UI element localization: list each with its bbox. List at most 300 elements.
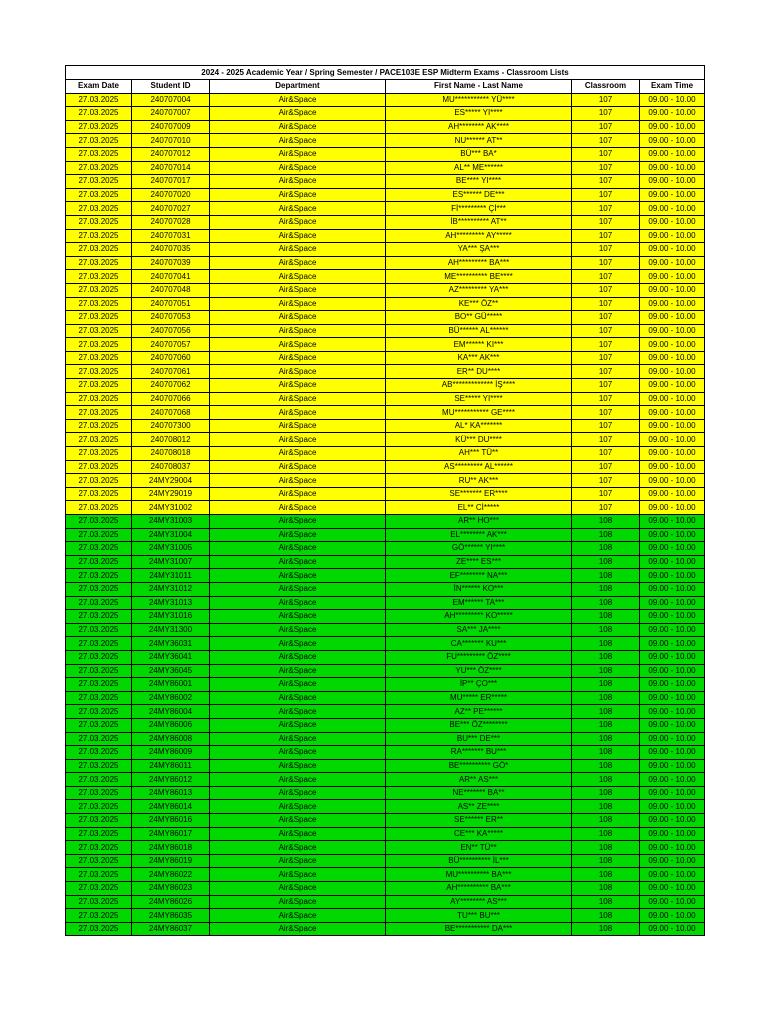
department-cell: Air&Space [210,134,386,148]
classroom-cell: 108 [572,555,640,569]
table-row [66,664,705,678]
header-student-id: Student ID [132,80,210,94]
name-cell: İN****** KO*** [386,582,572,596]
student-id-cell: 24MY86001 [132,678,210,692]
classroom-cell: 107 [572,487,640,501]
exam-time-cell: 09.00 - 10.00 [640,460,705,474]
classroom-cell: 107 [572,297,640,311]
exam-time-cell: 09.00 - 10.00 [640,718,705,732]
table-row [66,746,705,760]
exam-time-cell: 09.00 - 10.00 [640,107,705,121]
exam-time-cell: 09.00 - 10.00 [640,433,705,447]
table-row [66,528,705,542]
exam-time-cell: 09.00 - 10.00 [640,419,705,433]
header-department: Department [210,80,386,94]
table-body [66,93,705,936]
exam-date-cell: 27.03.2025 [66,215,132,229]
exam-date-cell: 27.03.2025 [66,814,132,828]
header-name: First Name - Last Name [386,80,572,94]
table-row [66,460,705,474]
student-id-cell: 24MY31004 [132,528,210,542]
table-row [66,718,705,732]
classroom-cell: 108 [572,569,640,583]
department-cell: Air&Space [210,215,386,229]
exam-date-cell: 27.03.2025 [66,895,132,909]
student-id-cell: 240707039 [132,256,210,270]
classroom-cell: 108 [572,528,640,542]
exam-time-cell: 09.00 - 10.00 [640,582,705,596]
classroom-cell: 107 [572,93,640,107]
student-id-cell: 240707061 [132,365,210,379]
department-cell: Air&Space [210,895,386,909]
exam-time-cell: 09.00 - 10.00 [640,786,705,800]
classroom-cell: 108 [572,610,640,624]
exam-time-cell: 09.00 - 10.00 [640,406,705,420]
table-row [66,324,705,338]
student-id-cell: 240707012 [132,147,210,161]
table-row [66,419,705,433]
table-row [66,215,705,229]
name-cell: BU*** DE*** [386,732,572,746]
exam-time-cell: 09.00 - 10.00 [640,283,705,297]
student-id-cell: 240707017 [132,175,210,189]
table-row [66,283,705,297]
name-cell: BE*** ÖZ******** [386,718,572,732]
exam-time-cell: 09.00 - 10.00 [640,705,705,719]
student-id-cell: 24MY31011 [132,569,210,583]
exam-time-cell: 09.00 - 10.00 [640,215,705,229]
table-row [66,406,705,420]
table-row [66,311,705,325]
exam-time-cell: 09.00 - 10.00 [640,379,705,393]
exam-date-cell: 27.03.2025 [66,882,132,896]
exam-time-cell: 09.00 - 10.00 [640,814,705,828]
department-cell: Air&Space [210,678,386,692]
department-cell: Air&Space [210,814,386,828]
classroom-cell: 108 [572,705,640,719]
exam-date-cell: 27.03.2025 [66,134,132,148]
student-id-cell: 240707010 [132,134,210,148]
name-cell: AH********* BA*** [386,256,572,270]
table-row [66,474,705,488]
classroom-cell: 108 [572,814,640,828]
exam-date-cell: 27.03.2025 [66,773,132,787]
exam-date-cell: 27.03.2025 [66,392,132,406]
student-id-cell: 240707066 [132,392,210,406]
header-exam-date: Exam Date [66,80,132,94]
classroom-cell: 107 [572,447,640,461]
exam-date-cell: 27.03.2025 [66,868,132,882]
student-id-cell: 240708037 [132,460,210,474]
exam-time-cell: 09.00 - 10.00 [640,542,705,556]
table-row [66,678,705,692]
exam-time-cell: 09.00 - 10.00 [640,447,705,461]
table-row [66,569,705,583]
exam-time-cell: 09.00 - 10.00 [640,759,705,773]
student-id-cell: 240707004 [132,93,210,107]
department-cell: Air&Space [210,297,386,311]
exam-date-cell: 27.03.2025 [66,691,132,705]
name-cell: BE*********** DA*** [386,922,572,936]
student-id-cell: 24MY86017 [132,827,210,841]
exam-time-cell: 09.00 - 10.00 [640,147,705,161]
exam-time-cell: 09.00 - 10.00 [640,365,705,379]
department-cell: Air&Space [210,909,386,923]
exam-date-cell: 27.03.2025 [66,528,132,542]
exam-date-cell: 27.03.2025 [66,569,132,583]
table-row [66,868,705,882]
exam-time-cell: 09.00 - 10.00 [640,243,705,257]
exam-time-cell: 09.00 - 10.00 [640,841,705,855]
classroom-cell: 107 [572,406,640,420]
classroom-cell: 107 [572,107,640,121]
classroom-cell: 108 [572,759,640,773]
table-row [66,447,705,461]
table-row [66,705,705,719]
classroom-cell: 107 [572,433,640,447]
name-cell: EM****** KI*** [386,338,572,352]
exam-date-cell: 27.03.2025 [66,311,132,325]
exam-date-cell: 27.03.2025 [66,582,132,596]
exam-date-cell: 27.03.2025 [66,786,132,800]
table-row [66,487,705,501]
header-classroom: Classroom [572,80,640,94]
name-cell: ES***** YI**** [386,107,572,121]
exam-date-cell: 27.03.2025 [66,909,132,923]
header-exam-time: Exam Time [640,80,705,94]
classroom-cell: 108 [572,664,640,678]
name-cell: AR** AS*** [386,773,572,787]
student-id-cell: 24MY31016 [132,610,210,624]
table-row [66,542,705,556]
classroom-cell: 107 [572,147,640,161]
department-cell: Air&Space [210,800,386,814]
classroom-cell: 107 [572,460,640,474]
student-id-cell: 240707056 [132,324,210,338]
student-id-cell: 24MY86008 [132,732,210,746]
name-cell: NU****** AT** [386,134,572,148]
exam-time-cell: 09.00 - 10.00 [640,175,705,189]
exam-time-cell: 09.00 - 10.00 [640,610,705,624]
department-cell: Air&Space [210,406,386,420]
table-row [66,882,705,896]
name-cell: YA*** ŞA*** [386,243,572,257]
classroom-cell: 107 [572,324,640,338]
exam-date-cell: 27.03.2025 [66,827,132,841]
department-cell: Air&Space [210,569,386,583]
table-row [66,365,705,379]
exam-date-cell: 27.03.2025 [66,447,132,461]
student-id-cell: 24MY86016 [132,814,210,828]
name-cell: AH******** AK**** [386,120,572,134]
name-cell: AB************* İŞ**** [386,379,572,393]
table-row [66,134,705,148]
department-cell: Air&Space [210,283,386,297]
name-cell: RU** AK*** [386,474,572,488]
student-id-cell: 24MY86006 [132,718,210,732]
name-cell: KÜ*** DU**** [386,433,572,447]
exam-date-cell: 27.03.2025 [66,297,132,311]
name-cell: AS** ZE**** [386,800,572,814]
name-cell: EM****** TA*** [386,596,572,610]
name-cell: RA******* BU*** [386,746,572,760]
name-cell: Fİ********* Çİ*** [386,202,572,216]
department-cell: Air&Space [210,786,386,800]
name-cell: BE**** YI**** [386,175,572,189]
name-cell: AH********* AY***** [386,229,572,243]
classroom-cell: 107 [572,188,640,202]
name-cell: AH********* KO***** [386,610,572,624]
student-id-cell: 24MY86014 [132,800,210,814]
table-row [66,501,705,515]
student-id-cell: 24MY36045 [132,664,210,678]
student-id-cell: 24MY86026 [132,895,210,909]
student-id-cell: 24MY86022 [132,868,210,882]
exam-date-cell: 27.03.2025 [66,487,132,501]
exam-date-cell: 27.03.2025 [66,188,132,202]
table-row [66,650,705,664]
name-cell: TU*** BU*** [386,909,572,923]
exam-date-cell: 27.03.2025 [66,922,132,936]
student-id-cell: 240707300 [132,419,210,433]
department-cell: Air&Space [210,650,386,664]
name-cell: KE*** ÖZ** [386,297,572,311]
table-row [66,351,705,365]
exam-time-cell: 09.00 - 10.00 [640,487,705,501]
name-cell: EF******** NA*** [386,569,572,583]
name-cell: SE****** ER** [386,814,572,828]
classroom-cell: 107 [572,474,640,488]
classroom-cell: 108 [572,637,640,651]
table-row [66,922,705,936]
exam-date-cell: 27.03.2025 [66,324,132,338]
department-cell: Air&Space [210,637,386,651]
exam-date-cell: 27.03.2025 [66,351,132,365]
name-cell: BÜ*** BA* [386,147,572,161]
student-id-cell: 240707027 [132,202,210,216]
exam-time-cell: 09.00 - 10.00 [640,528,705,542]
table-row [66,243,705,257]
student-id-cell: 24MY86012 [132,773,210,787]
classroom-cell: 107 [572,501,640,515]
department-cell: Air&Space [210,854,386,868]
student-id-cell: 240707028 [132,215,210,229]
table-row [66,854,705,868]
classroom-cell: 108 [572,542,640,556]
classroom-cell: 108 [572,841,640,855]
exam-time-cell: 09.00 - 10.00 [640,922,705,936]
classroom-cell: 107 [572,311,640,325]
exam-date-cell: 27.03.2025 [66,338,132,352]
student-id-cell: 24MY86004 [132,705,210,719]
classroom-cell: 108 [572,895,640,909]
exam-date-cell: 27.03.2025 [66,147,132,161]
classroom-list-table [65,65,705,936]
table-row [66,147,705,161]
table-row [66,202,705,216]
exam-time-cell: 09.00 - 10.00 [640,474,705,488]
department-cell: Air&Space [210,922,386,936]
exam-time-cell: 09.00 - 10.00 [640,569,705,583]
exam-date-cell: 27.03.2025 [66,678,132,692]
exam-time-cell: 09.00 - 10.00 [640,324,705,338]
table-row [66,120,705,134]
table-row [66,610,705,624]
department-cell: Air&Space [210,147,386,161]
name-cell: AL** ME****** [386,161,572,175]
student-id-cell: 24MY31013 [132,596,210,610]
name-cell: CE*** KA***** [386,827,572,841]
exam-time-cell: 09.00 - 10.00 [640,691,705,705]
department-cell: Air&Space [210,827,386,841]
department-cell: Air&Space [210,120,386,134]
classroom-cell: 107 [572,229,640,243]
department-cell: Air&Space [210,528,386,542]
exam-date-cell: 27.03.2025 [66,637,132,651]
classroom-cell: 107 [572,270,640,284]
exam-time-cell: 09.00 - 10.00 [640,895,705,909]
table-row [66,229,705,243]
exam-time-cell: 09.00 - 10.00 [640,161,705,175]
student-id-cell: 240707062 [132,379,210,393]
department-cell: Air&Space [210,324,386,338]
classroom-cell: 108 [572,732,640,746]
department-cell: Air&Space [210,732,386,746]
classroom-cell: 107 [572,419,640,433]
student-id-cell: 240707014 [132,161,210,175]
exam-date-cell: 27.03.2025 [66,664,132,678]
name-cell: İP** ÇO*** [386,678,572,692]
student-id-cell: 24MY86002 [132,691,210,705]
exam-date-cell: 27.03.2025 [66,256,132,270]
name-cell: EL** Cİ***** [386,501,572,515]
name-cell: BÜ********** İL*** [386,854,572,868]
student-id-cell: 24MY31300 [132,623,210,637]
exam-date-cell: 27.03.2025 [66,202,132,216]
exam-date-cell: 27.03.2025 [66,596,132,610]
department-cell: Air&Space [210,419,386,433]
table-row [66,433,705,447]
exam-time-cell: 09.00 - 10.00 [640,392,705,406]
classroom-cell: 108 [572,678,640,692]
exam-date-cell: 27.03.2025 [66,270,132,284]
name-cell: FU********* ÖZ**** [386,650,572,664]
classroom-cell: 107 [572,256,640,270]
department-cell: Air&Space [210,882,386,896]
table-row [66,392,705,406]
exam-date-cell: 27.03.2025 [66,406,132,420]
exam-date-cell: 27.03.2025 [66,542,132,556]
classroom-cell: 108 [572,773,640,787]
name-cell: MU*********** YÜ**** [386,93,572,107]
department-cell: Air&Space [210,460,386,474]
exam-date-cell: 27.03.2025 [66,161,132,175]
exam-date-cell: 27.03.2025 [66,515,132,529]
student-id-cell: 24MY86013 [132,786,210,800]
department-cell: Air&Space [210,664,386,678]
exam-time-cell: 09.00 - 10.00 [640,555,705,569]
department-cell: Air&Space [210,841,386,855]
table-row [66,188,705,202]
student-id-cell: 240707068 [132,406,210,420]
name-cell: AH*** TÜ** [386,447,572,461]
exam-time-cell: 09.00 - 10.00 [640,773,705,787]
student-id-cell: 240707007 [132,107,210,121]
classroom-cell: 107 [572,134,640,148]
student-id-cell: 240707057 [132,338,210,352]
table-row [66,827,705,841]
name-cell: EN** TÜ** [386,841,572,855]
department-cell: Air&Space [210,542,386,556]
classroom-cell: 108 [572,909,640,923]
table-row [66,637,705,651]
exam-date-cell: 27.03.2025 [66,800,132,814]
classroom-cell: 108 [572,515,640,529]
table-row [66,786,705,800]
department-cell: Air&Space [210,447,386,461]
table-row [66,773,705,787]
exam-time-cell: 09.00 - 10.00 [640,188,705,202]
student-id-cell: 240707051 [132,297,210,311]
name-cell: AL* KA******* [386,419,572,433]
exam-time-cell: 09.00 - 10.00 [640,732,705,746]
exam-date-cell: 27.03.2025 [66,120,132,134]
classroom-cell: 107 [572,175,640,189]
exam-date-cell: 27.03.2025 [66,623,132,637]
name-cell: BE********** GÖ* [386,759,572,773]
table-row [66,596,705,610]
student-id-cell: 24MY29019 [132,487,210,501]
exam-time-cell: 09.00 - 10.00 [640,134,705,148]
department-cell: Air&Space [210,175,386,189]
classroom-cell: 107 [572,379,640,393]
exam-time-cell: 09.00 - 10.00 [640,256,705,270]
exam-date-cell: 27.03.2025 [66,501,132,515]
exam-time-cell: 09.00 - 10.00 [640,351,705,365]
student-id-cell: 240708012 [132,433,210,447]
exam-time-cell: 09.00 - 10.00 [640,93,705,107]
exam-date-cell: 27.03.2025 [66,175,132,189]
exam-date-cell: 27.03.2025 [66,243,132,257]
table-row [66,759,705,773]
table-row [66,93,705,107]
name-cell: NE******* BA** [386,786,572,800]
name-cell: AY******** AS*** [386,895,572,909]
classroom-cell: 107 [572,161,640,175]
exam-time-cell: 09.00 - 10.00 [640,800,705,814]
exam-date-cell: 27.03.2025 [66,650,132,664]
student-id-cell: 240707020 [132,188,210,202]
exam-time-cell: 09.00 - 10.00 [640,311,705,325]
department-cell: Air&Space [210,487,386,501]
department-cell: Air&Space [210,338,386,352]
name-cell: MU***** ER***** [386,691,572,705]
classroom-cell: 107 [572,283,640,297]
student-id-cell: 240707041 [132,270,210,284]
student-id-cell: 240708018 [132,447,210,461]
exam-time-cell: 09.00 - 10.00 [640,120,705,134]
exam-time-cell: 09.00 - 10.00 [640,746,705,760]
classroom-cell: 107 [572,365,640,379]
exam-time-cell: 09.00 - 10.00 [640,909,705,923]
department-cell: Air&Space [210,433,386,447]
student-id-cell: 240707035 [132,243,210,257]
name-cell: ZE**** ES*** [386,555,572,569]
table-row [66,161,705,175]
department-cell: Air&Space [210,474,386,488]
exam-date-cell: 27.03.2025 [66,759,132,773]
exam-date-cell: 27.03.2025 [66,718,132,732]
